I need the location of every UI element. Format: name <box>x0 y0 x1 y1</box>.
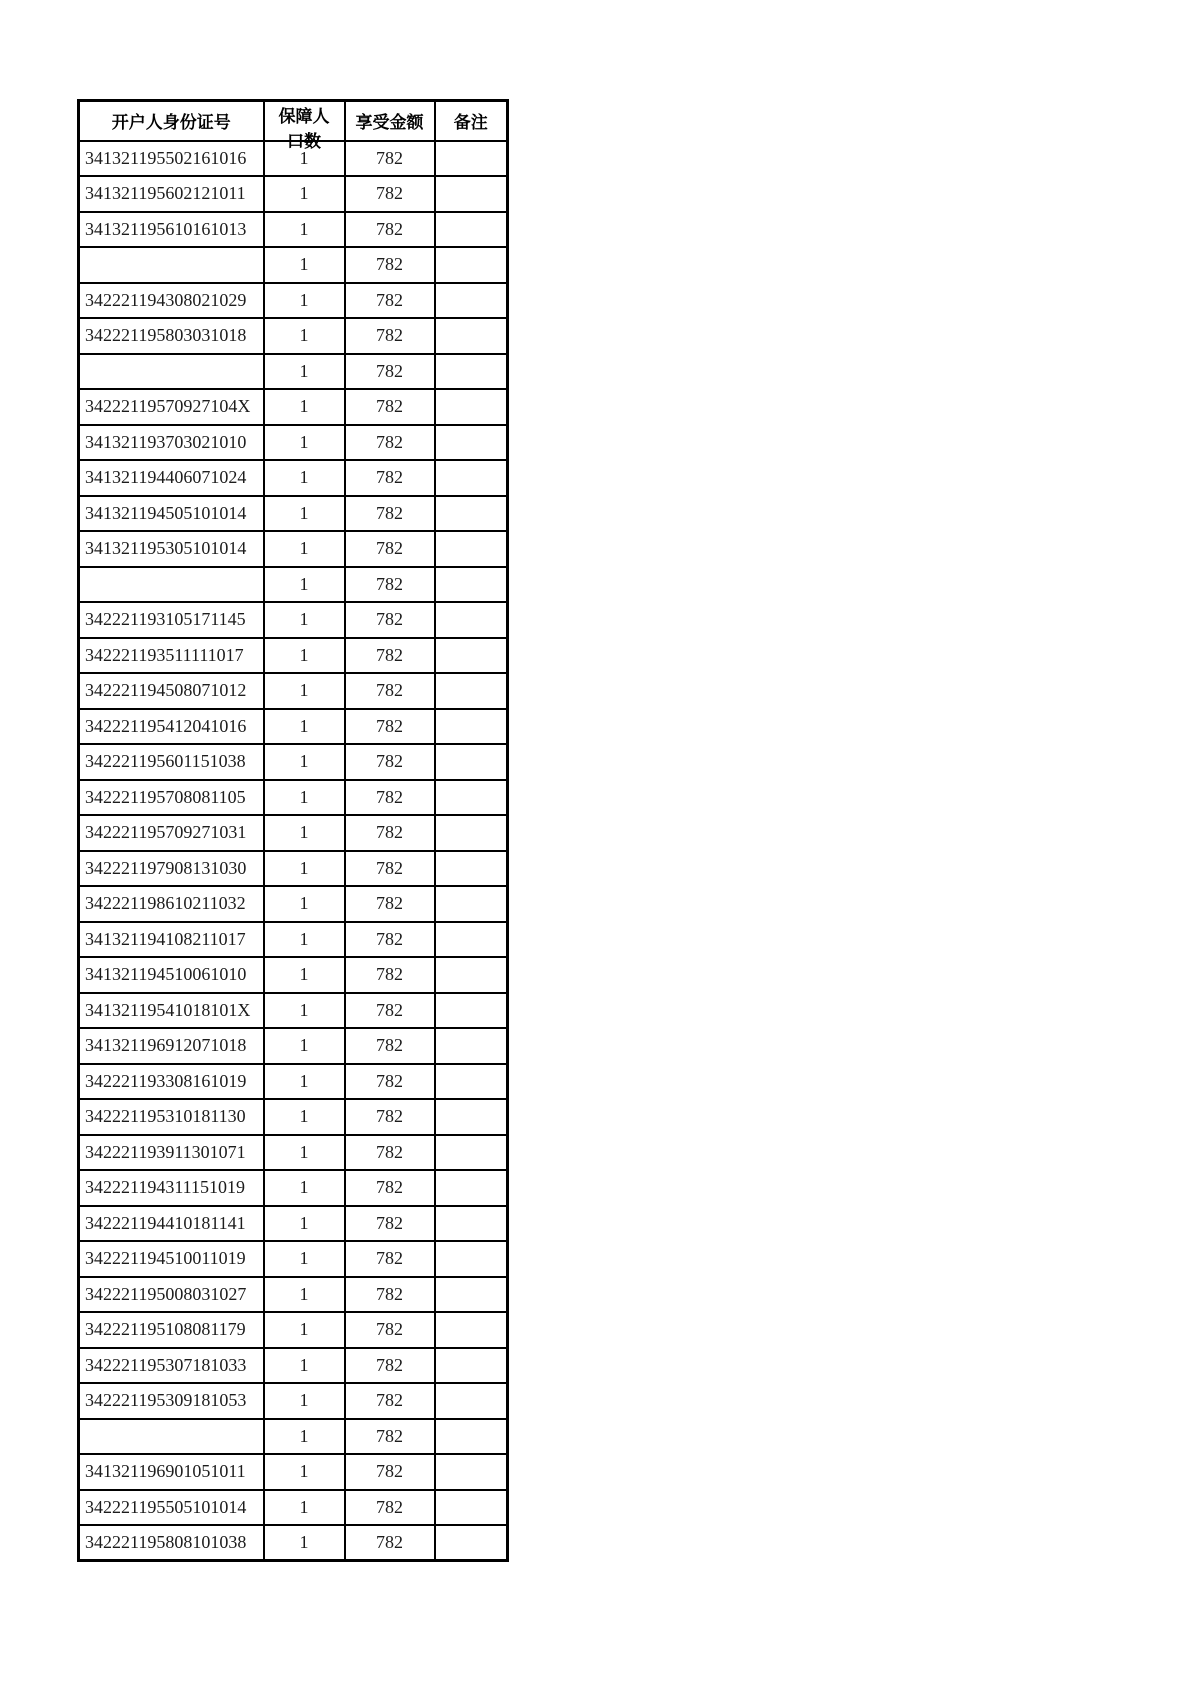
remark-cell <box>435 815 508 851</box>
amount-cell: 782 <box>345 922 435 958</box>
id-cell: 342221194308021029 <box>79 283 264 319</box>
remark-cell <box>435 1028 508 1064</box>
persons-cell: 1 <box>264 1383 345 1419</box>
id-cell: 342221195307181033 <box>79 1348 264 1384</box>
persons-cell: 1 <box>264 496 345 532</box>
remark-cell <box>435 247 508 283</box>
remark-cell <box>435 354 508 390</box>
remark-cell <box>435 1454 508 1490</box>
id-cell: 342221195309181053 <box>79 1383 264 1419</box>
amount-cell: 782 <box>345 1206 435 1242</box>
amount-cell: 782 <box>345 886 435 922</box>
remark-cell <box>435 1490 508 1526</box>
header-protected-persons <box>264 101 345 152</box>
header-protected-persons-wrap <box>265 103 344 152</box>
persons-cell: 1 <box>264 1490 345 1526</box>
id-cell: 341321195305101014 <box>79 531 264 567</box>
id-cell: 341321196901051011 <box>79 1454 264 1490</box>
id-cell <box>79 354 264 390</box>
amount-cell: 782 <box>345 780 435 816</box>
persons-cell: 1 <box>264 709 345 745</box>
table-row <box>79 247 508 283</box>
persons-cell: 1 <box>264 673 345 709</box>
id-cell: 34132119541018101X <box>79 993 264 1029</box>
persons-cell: 1 <box>264 283 345 319</box>
remark-cell <box>435 1170 508 1206</box>
remark-cell <box>435 1099 508 1135</box>
remark-cell <box>435 1206 508 1242</box>
id-cell: 342221193511111017 <box>79 638 264 674</box>
amount-cell: 782 <box>345 567 435 603</box>
remark-cell <box>435 425 508 461</box>
table-row <box>79 1064 508 1100</box>
persons-cell: 1 <box>264 460 345 496</box>
remark-cell <box>435 283 508 319</box>
table-row <box>79 1348 508 1384</box>
amount-cell: 782 <box>345 638 435 674</box>
amount-cell: 782 <box>345 389 435 425</box>
remark-cell <box>435 886 508 922</box>
amount-cell: 782 <box>345 176 435 212</box>
amount-cell: 782 <box>345 1525 435 1561</box>
persons-cell: 1 <box>264 176 345 212</box>
header-amount: 享受金额 <box>345 101 435 141</box>
id-cell: 342221195310181130 <box>79 1099 264 1135</box>
remark-cell <box>435 567 508 603</box>
persons-cell: 1 <box>264 567 345 603</box>
table-body <box>79 141 508 1561</box>
amount-cell: 782 <box>345 957 435 993</box>
table-row <box>79 638 508 674</box>
remark-cell <box>435 673 508 709</box>
persons-cell: 1 <box>264 318 345 354</box>
id-cell: 342221193105171145 <box>79 602 264 638</box>
id-cell: 341321194406071024 <box>79 460 264 496</box>
id-cell: 341321196912071018 <box>79 1028 264 1064</box>
persons-cell: 1 <box>264 815 345 851</box>
table-row <box>79 744 508 780</box>
remark-cell <box>435 744 508 780</box>
id-cell: 341321193703021010 <box>79 425 264 461</box>
amount-cell: 782 <box>345 815 435 851</box>
table-row <box>79 886 508 922</box>
persons-cell: 1 <box>264 780 345 816</box>
amount-cell: 782 <box>345 1277 435 1313</box>
remark-cell <box>435 1419 508 1455</box>
header-id-number: 开户人身份证号 <box>79 101 264 141</box>
table-row <box>79 673 508 709</box>
header-protected-persons-line2: 口数 <box>287 131 321 152</box>
id-cell: 341321194108211017 <box>79 922 264 958</box>
table-row <box>79 815 508 851</box>
amount-cell: 782 <box>345 851 435 887</box>
amount-cell: 782 <box>345 1241 435 1277</box>
table-row <box>79 354 508 390</box>
table-row <box>79 780 508 816</box>
table-row <box>79 1028 508 1064</box>
table-header <box>79 101 508 152</box>
amount-cell: 782 <box>345 496 435 532</box>
remark-cell <box>435 1241 508 1277</box>
table-row <box>79 1383 508 1419</box>
remark-cell <box>435 709 508 745</box>
table-row <box>79 531 508 567</box>
amount-cell: 782 <box>345 1312 435 1348</box>
id-cell: 342221195108081179 <box>79 1312 264 1348</box>
id-cell: 341321194505101014 <box>79 496 264 532</box>
persons-cell: 1 <box>264 744 345 780</box>
id-cell: 342221194508071012 <box>79 673 264 709</box>
remark-cell <box>435 638 508 674</box>
amount-cell: 782 <box>345 247 435 283</box>
id-cell: 341321195610161013 <box>79 212 264 248</box>
persons-cell: 1 <box>264 1454 345 1490</box>
amount-cell: 782 <box>345 993 435 1029</box>
amount-cell: 782 <box>345 141 435 177</box>
amount-cell: 782 <box>345 1348 435 1384</box>
benefit-table <box>77 99 509 1562</box>
persons-cell: 1 <box>264 1525 345 1561</box>
persons-cell: 1 <box>264 247 345 283</box>
id-cell <box>79 247 264 283</box>
amount-cell: 782 <box>345 460 435 496</box>
id-cell: 342221195808101038 <box>79 1525 264 1561</box>
persons-cell: 1 <box>264 602 345 638</box>
amount-cell: 782 <box>345 283 435 319</box>
persons-cell: 1 <box>264 1170 345 1206</box>
amount-cell: 782 <box>345 602 435 638</box>
remark-cell <box>435 922 508 958</box>
amount-cell: 782 <box>345 354 435 390</box>
table-row <box>79 318 508 354</box>
amount-cell: 782 <box>345 673 435 709</box>
amount-cell: 782 <box>345 1028 435 1064</box>
persons-cell: 1 <box>264 389 345 425</box>
id-cell: 341321195502161016 <box>79 141 264 177</box>
remark-cell <box>435 389 508 425</box>
id-cell: 341321194510061010 <box>79 957 264 993</box>
table-row <box>79 1277 508 1313</box>
remark-cell <box>435 1277 508 1313</box>
persons-cell: 1 <box>264 638 345 674</box>
persons-cell: 1 <box>264 354 345 390</box>
remark-cell <box>435 1135 508 1171</box>
id-cell: 34222119570927104X <box>79 389 264 425</box>
id-cell: 342221197908131030 <box>79 851 264 887</box>
id-cell: 342221195709271031 <box>79 815 264 851</box>
id-cell: 342221195601151038 <box>79 744 264 780</box>
amount-cell: 782 <box>345 318 435 354</box>
table-row <box>79 709 508 745</box>
header-protected-persons-line1: 保障人 <box>278 106 330 127</box>
table-row <box>79 1454 508 1490</box>
amount-cell: 782 <box>345 212 435 248</box>
header-remark: 备注 <box>435 101 508 141</box>
persons-cell: 1 <box>264 425 345 461</box>
id-cell: 342221195008031027 <box>79 1277 264 1313</box>
persons-cell: 1 <box>264 1419 345 1455</box>
amount-cell: 782 <box>345 1383 435 1419</box>
id-cell: 342221194311151019 <box>79 1170 264 1206</box>
table-row <box>79 957 508 993</box>
id-cell: 342221195708081105 <box>79 780 264 816</box>
table-row <box>79 922 508 958</box>
amount-cell: 782 <box>345 1454 435 1490</box>
persons-cell: 1 <box>264 531 345 567</box>
persons-cell: 1 <box>264 1206 345 1242</box>
table-row <box>79 425 508 461</box>
id-cell <box>79 1419 264 1455</box>
remark-cell <box>435 780 508 816</box>
id-cell: 342221193911301071 <box>79 1135 264 1171</box>
remark-cell <box>435 993 508 1029</box>
amount-cell: 782 <box>345 1419 435 1455</box>
table-row <box>79 1135 508 1171</box>
persons-cell: 1 <box>264 1241 345 1277</box>
persons-cell: 1 <box>264 886 345 922</box>
table-row <box>79 496 508 532</box>
remark-cell <box>435 1348 508 1384</box>
persons-cell: 1 <box>264 1064 345 1100</box>
amount-cell: 782 <box>345 1099 435 1135</box>
remark-cell <box>435 1525 508 1561</box>
amount-cell: 782 <box>345 531 435 567</box>
remark-cell <box>435 1383 508 1419</box>
remark-cell <box>435 212 508 248</box>
persons-cell: 1 <box>264 1312 345 1348</box>
table-row <box>79 1099 508 1135</box>
remark-cell <box>435 460 508 496</box>
table-row <box>79 460 508 496</box>
persons-cell: 1 <box>264 1135 345 1171</box>
remark-cell <box>435 531 508 567</box>
amount-cell: 782 <box>345 425 435 461</box>
id-cell: 342221194410181141 <box>79 1206 264 1242</box>
persons-cell: 1 <box>264 851 345 887</box>
remark-cell <box>435 176 508 212</box>
table-row <box>79 212 508 248</box>
remark-cell <box>435 851 508 887</box>
amount-cell: 782 <box>345 744 435 780</box>
table-row <box>79 1170 508 1206</box>
id-cell: 342221195412041016 <box>79 709 264 745</box>
table-row <box>79 567 508 603</box>
id-cell: 342221195803031018 <box>79 318 264 354</box>
persons-cell: 1 <box>264 1277 345 1313</box>
table-row <box>79 1419 508 1455</box>
amount-cell: 782 <box>345 709 435 745</box>
table-row <box>79 1490 508 1526</box>
amount-cell: 782 <box>345 1064 435 1100</box>
table-row <box>79 176 508 212</box>
table-row <box>79 851 508 887</box>
remark-cell <box>435 496 508 532</box>
persons-cell: 1 <box>264 1099 345 1135</box>
id-cell: 342221198610211032 <box>79 886 264 922</box>
id-cell: 342221193308161019 <box>79 1064 264 1100</box>
id-cell: 341321195602121011 <box>79 176 264 212</box>
table-row <box>79 1312 508 1348</box>
id-cell: 342221194510011019 <box>79 1241 264 1277</box>
remark-cell <box>435 1312 508 1348</box>
remark-cell <box>435 141 508 177</box>
amount-cell: 782 <box>345 1135 435 1171</box>
persons-cell: 1 <box>264 922 345 958</box>
header-row <box>79 101 508 141</box>
table-row <box>79 389 508 425</box>
persons-cell: 1 <box>264 1028 345 1064</box>
persons-cell: 1 <box>264 1348 345 1384</box>
persons-cell: 1 <box>264 957 345 993</box>
amount-cell: 782 <box>345 1170 435 1206</box>
table-row <box>79 1206 508 1242</box>
remark-cell <box>435 957 508 993</box>
remark-cell <box>435 1064 508 1100</box>
table-row <box>79 1241 508 1277</box>
remark-cell <box>435 318 508 354</box>
persons-cell: 1 <box>264 212 345 248</box>
id-cell <box>79 567 264 603</box>
persons-cell: 1 <box>264 993 345 1029</box>
table-row <box>79 283 508 319</box>
table-row <box>79 993 508 1029</box>
amount-cell: 782 <box>345 1490 435 1526</box>
table-row <box>79 1525 508 1561</box>
table-row <box>79 602 508 638</box>
id-cell: 342221195505101014 <box>79 1490 264 1526</box>
persons-cell: 1 <box>264 141 345 177</box>
remark-cell <box>435 602 508 638</box>
